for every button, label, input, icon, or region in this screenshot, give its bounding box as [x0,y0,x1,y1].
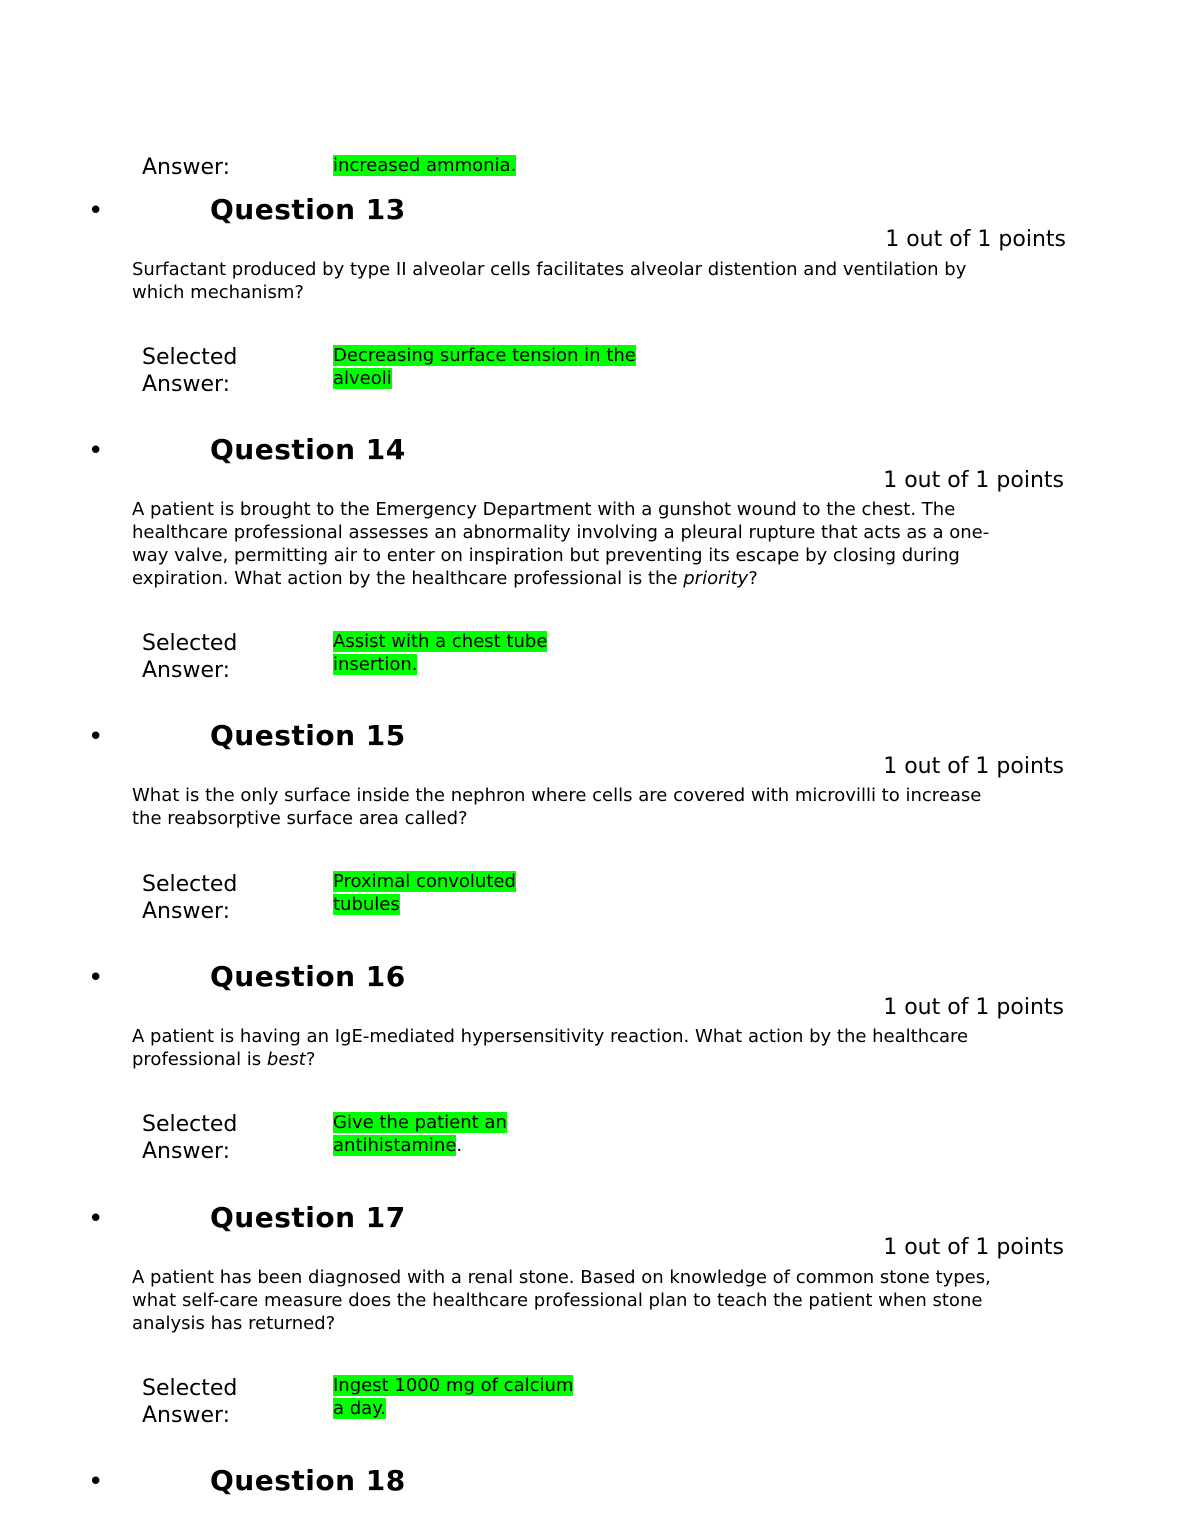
selected-answer-text: Assist with a chest tube insertion. [333,631,548,675]
bullet: • [88,196,104,226]
bullet: • [88,722,104,752]
selected-answer-label: Selected Answer: [142,631,238,683]
question-title: Question 16 [210,960,406,993]
bullet: • [88,1204,104,1234]
question-points: 1 out of 1 points [883,754,1064,779]
question-title: Question 13 [210,193,406,226]
answer-highlight: increased ammonia. [333,155,517,176]
selected-answer-label: Selected Answer: [142,1376,238,1428]
answer-text [333,154,673,177]
question-title: Question 17 [210,1201,406,1234]
selected-answer-label: Selected Answer: [142,872,238,924]
bullet: • [88,963,104,993]
question-points: 1 out of 1 points [883,1235,1064,1260]
selected-answer-text: Ingest 1000 mg of calcium a day. [333,1375,574,1419]
bullet: • [88,436,104,466]
question-title: Question 18 [210,1464,406,1497]
question-title: Question 14 [210,433,406,466]
question-text: A patient has been diagnosed with a renal stone. Based on knowledge of common stone types, what self-care measure does the healthcare professional plan to teach the patient when stone analysis has returned? [132,1267,991,1334]
question-text: A patient is having an IgE-mediated hypersensitivity reaction. What action by the healthcare professional is best? [132,1026,969,1070]
selected-answer-label: Selected Answer: [142,345,238,397]
selected-answer-label: Selected Answer: [142,1112,238,1164]
selected-answer-text: Give the patient an antihistamine. [333,1112,507,1156]
selected-answer-text: Proximal convoluted tubules [333,871,516,915]
answer-label: Answer: [142,155,231,180]
question-points: 1 out of 1 points [885,227,1066,252]
selected-answer-text: Decreasing surface tension in the alveoli [333,345,636,389]
bullet: • [88,1467,104,1497]
question-title: Question 15 [210,719,406,752]
question-text: A patient is brought to the Emergency Department with a gunshot wound to the chest. The healthcare professional assesses an abnormality involving a pleural rupture that acts as a one-way valve, permitting air to enter on inspiration but preventing its escape by closing during expiration. What action by the healthcare professional is the priority? [132,499,990,589]
question-text: What is the only surface inside the nephron where cells are covered with microvilli to increase the reabsorptive surface area called? [132,785,982,829]
question-text: Surfactant produced by type II alveolar cells facilitates alveolar distention and ventilation by which mechanism? [132,259,967,303]
question-points: 1 out of 1 points [883,995,1064,1020]
question-points: 1 out of 1 points [883,468,1064,493]
